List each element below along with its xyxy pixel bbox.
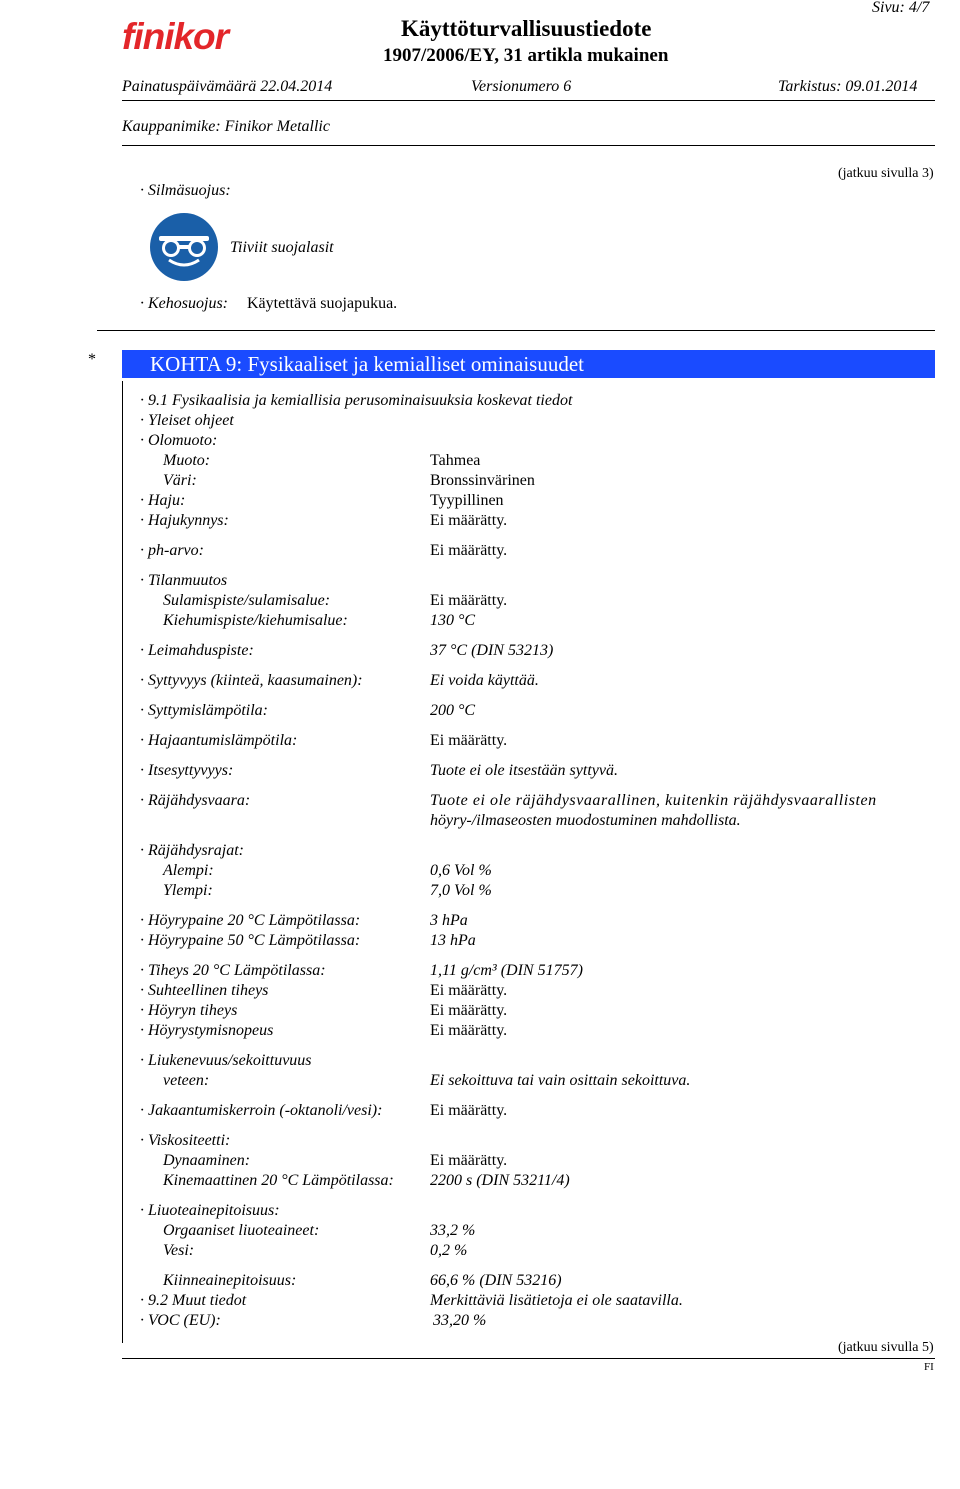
language-code: FI (924, 1361, 934, 1373)
water-content-label: Vesi: (163, 1242, 195, 1259)
vapour-pressure-20-value: 3 hPa (430, 912, 468, 929)
goggles-caption: Tiiviit suojalasit (230, 239, 334, 256)
company-logo: finikor (122, 16, 229, 57)
revision-date: Tarkistus: 09.01.2014 (778, 78, 918, 95)
water-content-value: 0,2 % (430, 1242, 468, 1259)
self-igniting-label: · Itsesyttyvyys: (140, 762, 234, 779)
density-value: 1,11 g/cm³ (DIN 51757) (430, 962, 583, 979)
flammability-value: Ei voida käyttää. (430, 672, 539, 689)
flash-point-value: 37 °C (DIN 53213) (430, 642, 554, 659)
trade-name-divider (122, 145, 935, 146)
document-subtitle: 1907/2006/EY, 31 artikla mukainen (383, 45, 669, 66)
subsection-title: · 9.1 Fysikaalisia ja kemiallisia perusominaisuuksia koskevat tiedot (140, 392, 573, 409)
section-title: KOHTA 9: Fysikaaliset ja kemialliset ominaisuudet (150, 352, 585, 376)
partition-coefficient-value: Ei määrätty. (430, 1102, 508, 1119)
vapour-density-label: · Höyryn tiheys (140, 1002, 238, 1019)
organic-solvents-label: Orgaaniset liuoteaineet: (163, 1222, 320, 1239)
evaporation-rate-value: Ei määrätty. (430, 1022, 508, 1039)
vapour-density-value: Ei määrätty. (430, 1002, 508, 1019)
viscosity-label: · Viskositeetti: (140, 1132, 231, 1149)
other-info-value: Merkittäviä lisätietoja ei ole saatavilla. (430, 1292, 683, 1309)
relative-density-value: Ei määrätty. (430, 982, 508, 999)
organic-solvents-value: 33,2 % (430, 1222, 476, 1239)
header-divider (122, 100, 935, 101)
body-protection-label: · Kehosuojus: (140, 295, 228, 312)
section-left-rule (122, 381, 123, 1343)
solubility-label: · Liukenevuus/sekoittuvuus (140, 1052, 312, 1069)
boiling-point-label: Kiehumispiste/kiehumisalue: (163, 612, 348, 629)
partition-coefficient-label: · Jakaantumiskerroin (-oktanoli/vesi): (140, 1102, 383, 1119)
melting-point-label: Sulamispiste/sulamisalue: (163, 592, 331, 609)
ph-label: · ph-arvo: (140, 542, 204, 559)
water-solubility-value: Ei sekoittuva tai vain osittain sekoittuva. (430, 1072, 691, 1089)
explosion-danger-value-line2: höyry-/ilmaseosten muodostuminen mahdollista. (430, 812, 741, 829)
water-solubility-label: veteen: (163, 1072, 210, 1089)
appearance-label: · Olomuoto: (140, 432, 218, 449)
goggles-icon (149, 212, 219, 282)
boiling-point-value: 130 °C (430, 612, 476, 629)
voc-value: 33,20 % (433, 1312, 487, 1329)
explosion-danger-value-line1: Tuote ei ole räjähdysvaarallinen, kuitenkin räjähdysvaarallisten (430, 792, 877, 809)
dynamic-viscosity-value: Ei määrätty. (430, 1152, 508, 1169)
form-value: Tahmea (430, 452, 481, 469)
form-label: Muoto: (163, 452, 211, 469)
footer-divider (122, 1358, 935, 1359)
change-marker: * (88, 351, 96, 368)
melting-point-value: Ei määrätty. (430, 592, 508, 609)
kinematic-viscosity-label: Kinemaattinen 20 °C Lämpötilassa: (163, 1172, 394, 1189)
continued-from: (jatkuu sivulla 3) (838, 166, 934, 181)
continued-to: (jatkuu sivulla 5) (838, 1340, 934, 1355)
density-label: · Tiheys 20 °C Lämpötilassa: (140, 962, 326, 979)
solvent-content-label: · Liuoteainepitoisuus: (140, 1202, 280, 1219)
dynamic-viscosity-label: Dynaaminen: (163, 1152, 251, 1169)
explosion-danger-label: · Räjähdysvaara: (140, 792, 251, 809)
evaporation-rate-label: · Höyrystymisnopeus (140, 1022, 274, 1039)
page-number: Sivu: 4/7 (872, 0, 930, 16)
colour-label: Väri: (163, 472, 197, 489)
change-of-state-label: · Tilanmuutos (140, 572, 228, 589)
lower-limit-value: 0,6 Vol % (430, 862, 492, 879)
trade-name: Kauppanimike: Finikor Metallic (122, 118, 330, 135)
upper-limit-value: 7,0 Vol % (430, 882, 492, 899)
ph-value: Ei määrätty. (430, 542, 508, 559)
self-igniting-value: Tuote ei ole itsestään syttyvä. (430, 762, 618, 779)
block-divider (97, 330, 935, 331)
flammability-label: · Syttyvyys (kiinteä, kaasumainen): (140, 672, 363, 689)
odour-threshold-label: · Hajukynnys: (140, 512, 229, 529)
vapour-pressure-50-value: 13 hPa (430, 932, 476, 949)
version-number: Versionumero 6 (471, 78, 572, 95)
document-title: Käyttöturvallisuustiedote (401, 16, 652, 41)
decomposition-temp-label: · Hajaantumislämpötila: (140, 732, 298, 749)
explosion-limits-label: · Räjähdysrajat: (140, 842, 244, 859)
relative-density-label: · Suhteellinen tiheys (140, 982, 269, 999)
eye-protection-label: · Silmäsuojus: (140, 182, 231, 199)
general-info-label: · Yleiset ohjeet (140, 412, 234, 429)
voc-label: · VOC (EU): (140, 1312, 221, 1329)
lower-limit-label: Alempi: (163, 862, 214, 879)
vapour-pressure-50-label: · Höyrypaine 50 °C Lämpötilassa: (140, 932, 361, 949)
ignition-temp-label: · Syttymislämpötila: (140, 702, 268, 719)
odour-threshold-value: Ei määrätty. (430, 512, 508, 529)
solids-content-value: 66,6 % (DIN 53216) (430, 1272, 562, 1289)
odour-value: Tyypillinen (430, 492, 504, 509)
solids-content-label: Kiinneainepitoisuus: (163, 1272, 297, 1289)
colour-value: Bronssinvärinen (430, 472, 535, 489)
flash-point-label: · Leimahduspiste: (140, 642, 254, 659)
odour-label: · Haju: (140, 492, 186, 509)
upper-limit-label: Ylempi: (163, 882, 213, 899)
print-date: Painatuspäivämäärä 22.04.2014 (122, 78, 333, 95)
body-protection-value: Käytettävä suojapukua. (247, 295, 398, 312)
other-info-label: · 9.2 Muut tiedot (140, 1292, 247, 1309)
vapour-pressure-20-label: · Höyrypaine 20 °C Lämpötilassa: (140, 912, 361, 929)
kinematic-viscosity-value: 2200 s (DIN 53211/4) (430, 1172, 570, 1189)
ignition-temp-value: 200 °C (430, 702, 476, 719)
decomposition-temp-value: Ei määrätty. (430, 732, 508, 749)
